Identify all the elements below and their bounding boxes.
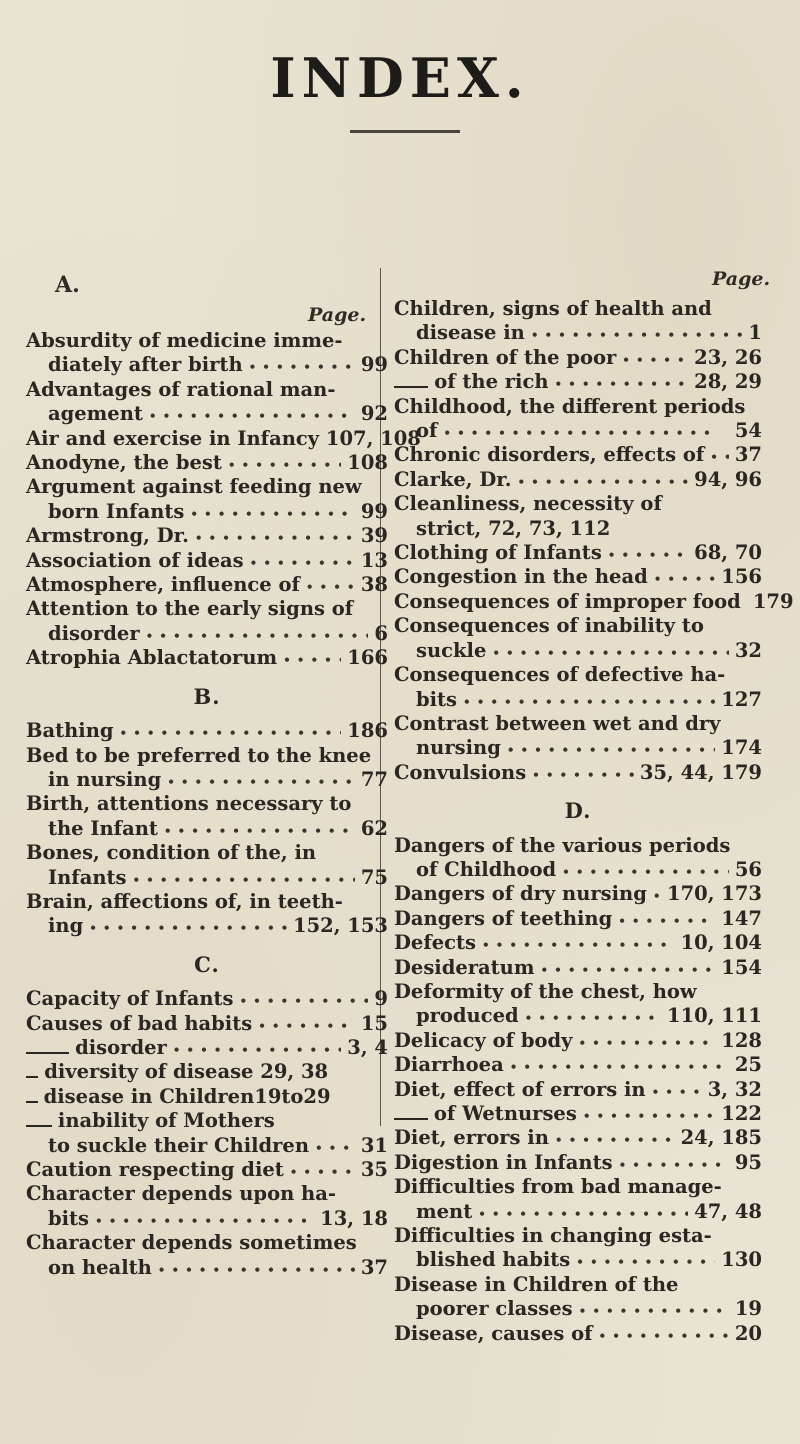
index-title: INDEX.	[270, 46, 530, 110]
entry-page-number: 99	[360, 353, 388, 377]
entry-text: ing	[48, 914, 84, 938]
leader-dots	[622, 347, 688, 371]
entry-text: poorer classes	[416, 1297, 573, 1321]
index-entry	[26, 1159, 388, 1183]
leader-dots	[510, 1054, 729, 1078]
index-entry	[394, 1127, 762, 1151]
entry-text: Infants	[48, 865, 127, 889]
entry-page-number: 13, 18	[320, 1206, 388, 1230]
entry-text: Contrast between wet and dry	[394, 711, 721, 735]
index-entry	[26, 598, 388, 622]
leader-dots	[306, 574, 355, 598]
index-entry	[394, 713, 762, 737]
entry-page-number: 56	[734, 857, 762, 881]
index-entry	[394, 396, 762, 420]
index-entry	[394, 1103, 762, 1127]
entry-text: Diet, errors in	[394, 1126, 549, 1150]
index-entry	[26, 501, 388, 525]
leader-dots	[525, 1005, 661, 1029]
leader-dots	[653, 883, 661, 907]
entry-page-number: 28, 29	[694, 370, 762, 394]
entry-page-number: 47, 48	[694, 1199, 762, 1223]
entry-text: Bathing	[26, 719, 114, 743]
entry-text: strict, 72, 73, 112	[416, 516, 611, 540]
entry-text: Character depends sometimes	[26, 1231, 357, 1255]
entry-text: ment	[416, 1199, 473, 1223]
entry-text: disorder	[75, 1035, 167, 1059]
index-entry	[394, 689, 762, 713]
entry-page-number: 37	[734, 443, 762, 467]
entry-text: Difficulties from bad manage-	[394, 1175, 722, 1199]
index-entry	[26, 891, 388, 915]
leader-dots	[95, 1208, 314, 1232]
index-entry	[394, 589, 794, 615]
leader-dots	[579, 1298, 729, 1322]
left-column	[26, 329, 421, 1281]
leader-dots	[562, 859, 729, 883]
entry-page-number: 10, 104	[680, 931, 762, 955]
entry-text: of Childhood	[416, 857, 557, 881]
index-entry	[26, 1232, 388, 1256]
entry-page-number: 39	[360, 524, 388, 548]
entry-page-number: 94, 96	[694, 467, 762, 491]
entry-text: Digestion in Infants	[394, 1150, 613, 1174]
entry-page-number: 170, 173	[667, 882, 762, 906]
entry-text: Diarrhoea	[394, 1053, 504, 1077]
entry-page-number: 35, 44, 179	[639, 760, 762, 784]
index-entry	[394, 883, 762, 907]
index-entry	[26, 1208, 388, 1232]
entry-page-number: 156	[721, 565, 762, 589]
entry-page-number: 154	[721, 955, 762, 979]
entry-page-number: 25	[734, 1053, 762, 1077]
entry-text: Cleanliness, necessity of	[394, 492, 662, 516]
right-page-header: Page.	[712, 268, 771, 290]
index-entry	[26, 1257, 388, 1281]
leader-dots	[89, 915, 287, 939]
index-entry	[394, 615, 762, 639]
leader-dots	[120, 720, 342, 744]
ditto-dash	[26, 1101, 38, 1103]
index-entry	[394, 835, 762, 859]
entry-text: disease in Children19to29	[43, 1084, 331, 1108]
leader-dots	[315, 1135, 355, 1159]
index-entry	[26, 818, 388, 842]
entry-page-number: 179	[752, 589, 794, 613]
entry-text: diately after birth	[48, 353, 243, 377]
leader-dots	[555, 371, 689, 395]
entry-text: Air and exercise in Infancy 107, 108	[26, 426, 421, 450]
leader-dots	[195, 525, 355, 549]
entry-text: Childhood, the different periods	[394, 394, 746, 418]
index-entry	[26, 720, 388, 744]
entry-text: Armstrong, Dr.	[26, 524, 189, 548]
entry-text: Argument against feeding new	[26, 475, 362, 499]
ditto-dash	[26, 1076, 38, 1078]
index-entry	[394, 1274, 762, 1298]
entry-text: Dangers of dry nursing	[394, 882, 647, 906]
entry-page-number: 108	[347, 451, 388, 475]
leader-dots	[164, 818, 355, 842]
entry-text: bits	[416, 687, 458, 711]
leader-dots	[146, 623, 369, 647]
index-entry	[26, 476, 388, 500]
entry-text: inability of Mothers	[57, 1109, 275, 1133]
leader-dots	[158, 1257, 355, 1281]
leader-dots	[249, 354, 355, 378]
right-column	[394, 297, 794, 1347]
index-entry	[394, 1225, 762, 1249]
entry-text: produced	[416, 1004, 519, 1028]
entry-page-number: 122	[721, 1102, 762, 1125]
index-entry	[26, 1135, 388, 1159]
index-entry	[26, 525, 388, 549]
entry-text: Congestion in the head	[394, 565, 648, 589]
leader-dots	[518, 469, 689, 493]
leader-dots	[576, 1249, 715, 1273]
entry-text: nursing	[416, 736, 501, 760]
leader-dots	[482, 932, 675, 956]
index-entry	[394, 444, 762, 468]
index-entry	[26, 1110, 388, 1134]
index-entry	[394, 469, 762, 493]
entry-text: in nursing	[48, 767, 162, 791]
leader-dots	[599, 1323, 729, 1347]
entry-text: Atmosphere, influence of	[26, 573, 300, 597]
index-entry	[394, 981, 762, 1005]
index-entry	[394, 737, 762, 761]
leader-dots	[463, 689, 715, 713]
index-entry	[26, 988, 388, 1012]
entry-text: Children, signs of health and	[394, 297, 712, 320]
index-entry	[394, 1030, 762, 1054]
entry-text: Birth, attentions necessary to	[26, 792, 352, 816]
entry-text: Anodyne, the best	[26, 451, 222, 475]
entry-page-number: 130	[721, 1248, 762, 1272]
entry-page-number: 31	[360, 1133, 388, 1157]
index-entry	[394, 493, 762, 517]
index-entry	[26, 769, 388, 793]
index-entry	[394, 640, 762, 664]
entry-page-number: 186	[347, 719, 388, 743]
leader-dots	[507, 737, 715, 761]
index-entry	[394, 762, 762, 786]
entry-page-number: 95	[734, 1150, 762, 1174]
leader-dots	[290, 1159, 355, 1183]
title-rule	[350, 130, 460, 133]
entry-text: disorder	[48, 621, 140, 645]
entry-page-number: 152, 153	[293, 914, 388, 938]
leader-dots	[540, 957, 715, 981]
leader-dots	[250, 550, 355, 574]
index-entry	[26, 1037, 388, 1061]
index-entry	[394, 1249, 762, 1273]
leader-dots	[478, 1201, 688, 1225]
leader-dots	[578, 1030, 715, 1054]
index-entry	[26, 354, 388, 378]
index-entry	[394, 322, 762, 346]
entry-text: of	[416, 419, 438, 443]
entry-text: Absurdity of medicine imme-	[26, 329, 343, 352]
entry-text: bits	[48, 1206, 90, 1230]
entry-text: Diet, effect of errors in	[394, 1077, 646, 1101]
index-entry	[26, 1013, 388, 1037]
index-entry	[26, 452, 388, 476]
index-entry	[394, 518, 762, 542]
left-page-header: Page.	[308, 304, 367, 326]
entry-text: Dangers of teething	[394, 906, 613, 930]
index-entry	[394, 1152, 762, 1176]
entry-page-number: 127	[721, 687, 762, 711]
entry-page-number: 19	[734, 1297, 762, 1321]
leader-dots	[240, 988, 369, 1012]
entry-text: to suckle their Children	[48, 1133, 310, 1157]
entry-text: disease in	[416, 321, 525, 345]
index-entry	[394, 932, 762, 956]
index-entry	[394, 1323, 762, 1347]
index-entry	[26, 574, 388, 598]
entry-page-number: 9	[374, 987, 388, 1011]
index-entry	[26, 403, 388, 427]
entry-text: Desideratum	[394, 955, 535, 979]
entry-text: Delicacy of body	[394, 1028, 573, 1052]
leader-dots	[608, 542, 688, 566]
index-entry	[26, 379, 388, 403]
leader-dots	[283, 647, 341, 671]
entry-text: of Wetnurses	[433, 1102, 577, 1125]
entry-text: Advantages of rational man-	[26, 377, 336, 401]
entry-text: Attention to the early signs of	[26, 597, 354, 621]
index-entry	[394, 957, 762, 981]
entry-page-number: 13	[360, 548, 388, 572]
entry-text: diversity of disease 29, 38	[44, 1060, 329, 1084]
leader-dots	[167, 769, 355, 793]
entry-text: Convulsions	[394, 760, 527, 784]
entry-text: Causes of bad habits	[26, 1011, 253, 1035]
entry-page-number: 68, 70	[694, 541, 762, 565]
index-entry	[26, 745, 388, 769]
index-entry	[394, 1201, 762, 1225]
entry-text: Consequences of defective ha-	[394, 663, 726, 687]
index-entry	[26, 1086, 388, 1110]
leader-dots	[583, 1103, 715, 1127]
entry-text: Clarke, Dr.	[394, 467, 512, 491]
entry-text: Disease in Children of the	[394, 1272, 679, 1296]
leader-dots	[555, 1127, 675, 1151]
leader-dots	[492, 640, 729, 664]
entry-text: agement	[48, 402, 143, 426]
index-entry	[394, 664, 762, 688]
leader-dots	[532, 762, 634, 786]
index-entry	[394, 908, 762, 932]
section-letter: B.	[193, 683, 221, 709]
index-entry	[26, 867, 388, 891]
entry-text: Bed to be preferred to the knee	[26, 743, 372, 767]
entry-page-number: 3, 4	[347, 1035, 388, 1059]
leader-dots	[149, 403, 355, 427]
entry-page-number: 174	[721, 736, 762, 760]
section-letter: D.	[564, 798, 592, 824]
entry-text: Deformity of the chest, how	[394, 979, 697, 1003]
ditto-dash	[394, 386, 428, 388]
entry-text: on health	[48, 1255, 152, 1279]
leader-dots	[190, 501, 354, 525]
entry-text: Caution respecting diet	[26, 1158, 284, 1181]
leader-dots	[133, 867, 355, 891]
index-entry	[394, 1298, 762, 1322]
entry-text: Defects	[394, 931, 476, 955]
index-entry	[394, 1005, 762, 1029]
ditto-dash	[394, 1118, 428, 1120]
entry-text: Consequences of improper food	[394, 589, 741, 613]
index-entry	[26, 623, 388, 647]
entry-text: Capacity of Infants	[26, 987, 234, 1011]
leader-dots	[654, 566, 716, 590]
entry-page-number: 24, 185	[680, 1126, 762, 1150]
index-entry	[394, 420, 762, 444]
index-entry	[26, 793, 388, 817]
entry-page-number: 20	[734, 1321, 762, 1345]
entry-page-number: 23, 26	[694, 345, 762, 369]
entry-page-number: 3, 32	[707, 1077, 762, 1101]
entry-text: Children of the poor	[394, 345, 617, 369]
entry-page-number: 54	[734, 419, 762, 443]
leader-dots	[258, 1013, 355, 1037]
entry-text: Brain, affections of, in teeth-	[26, 889, 343, 913]
index-entry	[26, 647, 388, 671]
index-entry	[394, 1054, 762, 1078]
ditto-dash	[26, 1052, 69, 1054]
entry-page-number: 110, 111	[667, 1004, 762, 1028]
entry-page-number: 92	[360, 402, 388, 426]
entry-text: Dangers of the various periods	[394, 833, 731, 857]
entry-text: blished habits	[416, 1248, 571, 1272]
entry-text: Atrophia Ablactatorum	[26, 646, 278, 670]
index-entry	[26, 1183, 388, 1207]
entry-page-number: 35	[360, 1158, 388, 1181]
entry-text: born Infants	[48, 499, 185, 523]
index-entry	[394, 371, 762, 395]
leader-dots	[228, 452, 341, 476]
entry-text: of the rich	[434, 370, 549, 394]
entry-page-number: 62	[360, 816, 388, 840]
entry-page-number: 37	[360, 1255, 388, 1279]
leader-dots	[173, 1037, 342, 1061]
index-entry	[394, 1176, 762, 1200]
index-entry	[394, 1079, 762, 1103]
entry-page-number: 147	[721, 906, 762, 930]
entry-page-number: 15	[360, 1011, 388, 1035]
entry-page-number: 99	[360, 499, 388, 523]
entry-text: Difficulties in changing esta-	[394, 1224, 712, 1248]
index-entry	[394, 347, 762, 371]
entry-page-number: 166	[347, 646, 388, 670]
leader-dots	[619, 1152, 729, 1176]
leader-dots	[443, 420, 728, 444]
index-entry	[26, 1061, 388, 1085]
entry-page-number: 75	[360, 865, 388, 889]
entry-page-number: 6	[374, 621, 388, 645]
entry-page-number: 77	[360, 767, 388, 791]
index-entry	[26, 550, 388, 574]
entry-text: Character depends upon ha-	[26, 1182, 336, 1206]
index-entry	[394, 859, 762, 883]
section-letter: C.	[194, 951, 220, 977]
entry-text: suckle	[416, 638, 487, 662]
leader-dots	[652, 1079, 702, 1103]
index-entry	[26, 915, 388, 939]
leader-dots	[618, 908, 715, 932]
entry-text: Clothing of Infants	[394, 541, 602, 565]
entry-text: Disease, causes of	[394, 1321, 593, 1345]
index-entry	[394, 566, 762, 590]
index-entry	[26, 426, 421, 452]
entry-text: Chronic disorders, effects of	[394, 443, 705, 467]
entry-text: Association of ideas	[26, 548, 244, 572]
entry-text: the Infant	[48, 816, 158, 840]
entry-page-number: 32	[734, 638, 762, 662]
index-entry	[394, 298, 762, 322]
entry-text: Bones, condition of the, in	[26, 841, 317, 865]
entry-page-number: 128	[721, 1028, 762, 1052]
index-entry	[394, 542, 762, 566]
entry-text: Consequences of inability to	[394, 614, 704, 638]
entry-page-number: 38	[360, 573, 388, 597]
ditto-dash	[26, 1125, 52, 1127]
entry-page-number: 1	[748, 321, 762, 345]
leader-dots	[531, 322, 743, 346]
letter-a-header: A.	[55, 272, 80, 298]
index-entry	[26, 842, 388, 866]
leader-dots	[710, 444, 729, 468]
index-entry	[26, 330, 388, 354]
